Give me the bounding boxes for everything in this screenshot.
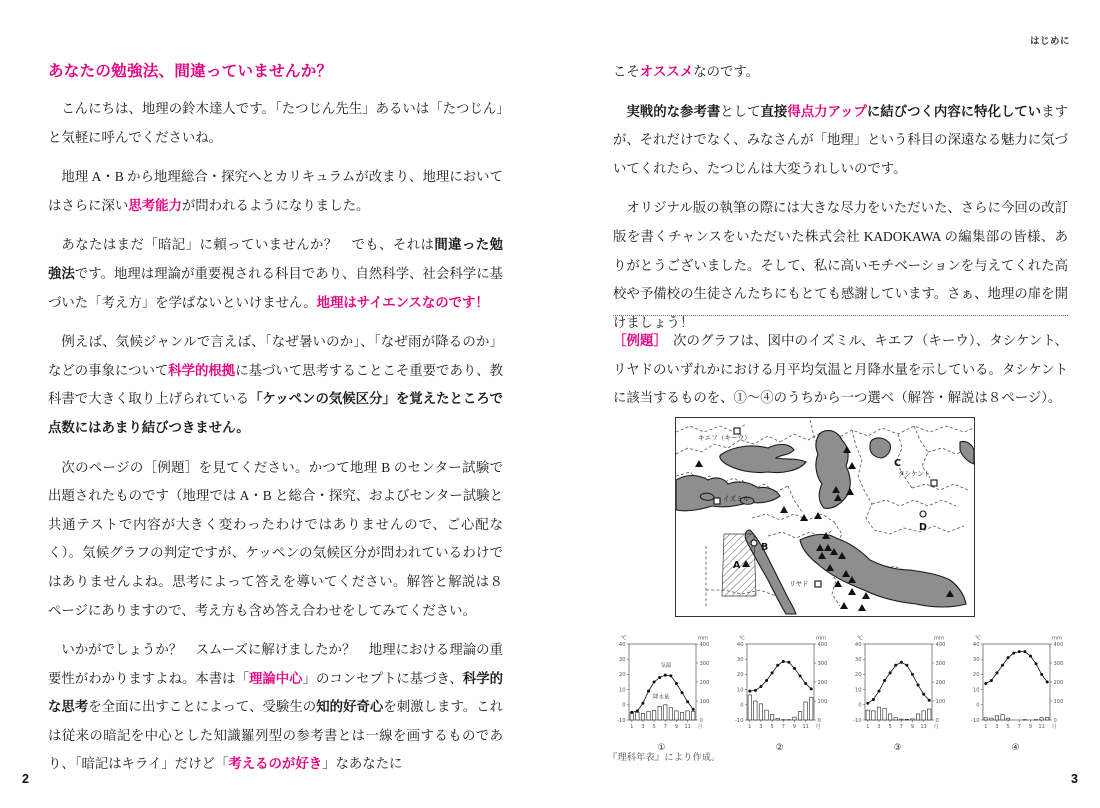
paragraph-text: なのです。 — [693, 64, 760, 79]
svg-text:9: 9 — [910, 724, 915, 730]
paragraph — [48, 636, 503, 779]
point-marker-d — [920, 511, 926, 517]
highlight-pink: 地理はサイエンスなのです！ — [316, 294, 489, 310]
svg-text:11: 11 — [1038, 724, 1045, 730]
svg-text:5: 5 — [888, 724, 892, 730]
svg-text:月: 月 — [933, 724, 939, 730]
map-label-tashkent: タシケント — [898, 470, 931, 478]
running-head: はじめに — [1029, 36, 1070, 47]
svg-text:℃: ℃ — [739, 635, 745, 642]
svg-text:40: 40 — [736, 641, 744, 648]
svg-text:300: 300 — [935, 660, 946, 667]
paragraph-text: 」なあなたに — [322, 756, 403, 772]
figure-map — [675, 417, 975, 617]
svg-text:5: 5 — [770, 724, 774, 730]
svg-text:1: 1 — [866, 724, 870, 730]
paragraph-text: 次のページの［例題］を見てください。かつて地理 B のセンター試験で出題されたものです（地理では A・B と総合・探究、およびセンター試験と共通テストで内容が大きく変わったわけではありませんので、ご心配なく）。気候グラフの判定ですが、ケッペンの気候区分が問われているわけではありませんよね。思考によって答えを導いてください。解答と解説は８ページにありますので、考え方も含め答え合わせをしてみてください。 — [48, 459, 503, 618]
emphasis-bold: 実戦的な参考書 — [626, 103, 721, 119]
paragraph-text: が問われるようになりました。 — [181, 197, 370, 213]
paragraph-text: を全面に出すことによって、受験生の — [88, 699, 317, 715]
svg-text:20: 20 — [854, 672, 862, 679]
svg-text:200: 200 — [817, 679, 828, 686]
svg-text:200: 200 — [699, 679, 710, 686]
svg-text:100: 100 — [1053, 698, 1064, 705]
paragraph-text: こそ — [613, 64, 640, 79]
svg-text:10: 10 — [618, 687, 626, 694]
paragraph — [613, 98, 1068, 184]
svg-text:5: 5 — [1006, 724, 1010, 730]
paragraph-text: ますが、それだけでなく、みなさんが「地理」という科目の深遠なる魅力に気づいてくれたら、たつじんは大変うれしいのです。 — [613, 103, 1069, 176]
paragraph — [48, 95, 503, 152]
svg-text:20: 20 — [972, 672, 980, 679]
emphasis-bold: 「ケッペンの気候区分」を覚えたところで点数にはあまり結びつきません。 — [48, 391, 503, 435]
page-title: あなたの勉強法、間違っていませんか？ — [48, 62, 333, 80]
svg-text:3: 3 — [641, 724, 645, 730]
paragraph-text: こんにちは、地理の鈴木達人です。「たつじん先生」あるいは「たつじん」と気軽に呼んでくださいね。 — [48, 101, 503, 145]
city-marker-izmir — [714, 498, 720, 504]
svg-text:40: 40 — [618, 641, 626, 648]
svg-text:-10: -10 — [971, 717, 980, 724]
svg-text:7: 7 — [1017, 724, 1021, 730]
svg-text:30: 30 — [854, 657, 862, 663]
map-label-d: D — [919, 522, 927, 533]
svg-text:300: 300 — [1053, 660, 1064, 667]
climograph-4 — [959, 630, 1072, 752]
highlight-pink: 科学的根拠 — [168, 362, 236, 378]
svg-text:40: 40 — [854, 641, 862, 648]
map-label-izmir: イズミル — [723, 495, 750, 503]
svg-text:0: 0 — [976, 702, 980, 709]
svg-text:9: 9 — [1028, 724, 1033, 730]
svg-text:3: 3 — [995, 724, 999, 730]
paragraph-text: に基づいて思考することこそ重要であり、教科書で大きく取り上げられている — [48, 362, 504, 407]
paragraph-text: として — [720, 103, 761, 119]
highlight-pink: 考えるのが好き — [228, 756, 323, 772]
svg-text:月: 月 — [1051, 724, 1057, 730]
paragraph — [613, 58, 1068, 87]
svg-text:mm: mm — [934, 635, 945, 642]
svg-text:7: 7 — [663, 724, 667, 730]
svg-text:mm: mm — [1052, 635, 1063, 642]
highlight-pink: オススメ — [639, 64, 694, 79]
svg-text:200: 200 — [1053, 679, 1064, 686]
highlight-pink: 理論中心 — [248, 670, 303, 686]
paragraph — [48, 328, 503, 442]
example-body: 次のグラフは、図中のイズミル、キエフ（キーウ）、タシケント、リヤドのいずれかにおける月平均気温と月降水量を示している。タシケントに該当するものを、①〜④のうちから一つ選べ（解答・解説は８ページ）。 — [613, 333, 1069, 406]
svg-text:-10: -10 — [853, 717, 862, 724]
climograph-3 — [841, 630, 954, 752]
paragraph-text: 例えば、気候ジャンルで言えば、「なぜ暑いのか」、「なぜ雨が降るのか」などの事象について — [48, 334, 503, 378]
svg-text:30: 30 — [736, 657, 744, 663]
page-number-left: 2 — [22, 772, 29, 786]
svg-text:200: 200 — [935, 679, 946, 686]
figure-climographs — [605, 630, 1075, 752]
climograph-caption: ② — [775, 743, 784, 753]
svg-text:40: 40 — [972, 641, 980, 648]
city-marker-riyadh — [815, 581, 821, 587]
svg-text:mm: mm — [698, 635, 709, 642]
paragraph — [48, 454, 503, 626]
emphasis-bold: 知的好奇心 — [316, 699, 384, 715]
map-svg — [676, 418, 974, 616]
map-label-a: A — [733, 560, 741, 571]
example-problem — [613, 327, 1068, 413]
emphasis-bold: 間違った勉強法 — [48, 237, 504, 281]
climograph-2 — [723, 630, 836, 752]
svg-text:100: 100 — [935, 698, 946, 705]
svg-text:20: 20 — [736, 672, 744, 679]
svg-text:11: 11 — [802, 724, 809, 730]
svg-text:7: 7 — [899, 724, 903, 730]
svg-text:300: 300 — [699, 660, 710, 667]
svg-text:100: 100 — [817, 698, 828, 705]
climograph-svg — [959, 630, 1072, 752]
svg-text:0: 0 — [1053, 717, 1057, 724]
map-label-b: B — [761, 542, 769, 553]
highlight-pink: 得点力アップ — [787, 103, 867, 119]
svg-text:0: 0 — [858, 702, 862, 709]
svg-text:9: 9 — [674, 724, 679, 730]
paragraph-text: あなたはまだ「暗記」に頼っていませんか？ でも、それは — [61, 237, 435, 253]
svg-text:℃: ℃ — [857, 635, 863, 642]
svg-text:0: 0 — [935, 717, 939, 724]
svg-text:0: 0 — [699, 717, 703, 724]
svg-text:7: 7 — [781, 724, 785, 730]
svg-text:0: 0 — [817, 717, 821, 724]
svg-text:10: 10 — [854, 687, 862, 694]
paragraph-text: を刺激します。これは従来の暗記を中心とした知識羅列型の参考書とは一線を画するものであり、「暗記はキライ」だけど「 — [48, 699, 504, 772]
map-label-riyadh: リヤド — [789, 580, 809, 588]
point-marker-b — [751, 540, 757, 546]
svg-text:400: 400 — [1053, 641, 1064, 648]
climograph-caption: ④ — [1011, 743, 1020, 753]
climograph-svg — [841, 630, 954, 752]
climograph-1 — [605, 630, 718, 752]
map-label-c: C — [894, 458, 901, 469]
paragraph-text: 」のコンセプトに基づき、 — [302, 670, 463, 686]
svg-text:月: 月 — [697, 724, 703, 730]
svg-text:30: 30 — [618, 657, 626, 663]
right-column-text — [613, 58, 1068, 337]
svg-text:0: 0 — [740, 702, 744, 709]
emphasis-bold: に結びつく内容に特化してい — [866, 103, 1042, 119]
svg-text:100: 100 — [699, 698, 710, 705]
svg-text:1: 1 — [748, 724, 752, 730]
paragraph-text: です。地理は理論が重要視される科目であり、自然科学、社会科学に基づいた「考え方」を学ばないといけません。 — [48, 265, 504, 310]
svg-text:月: 月 — [815, 724, 821, 730]
svg-text:9: 9 — [792, 724, 797, 730]
svg-text:-10: -10 — [735, 717, 744, 724]
emphasis-bold: 直接 — [760, 103, 788, 119]
highlight-pink: 思考能力 — [128, 197, 182, 213]
climograph-svg — [605, 630, 718, 752]
paragraph — [48, 163, 503, 220]
svg-text:1: 1 — [984, 724, 988, 730]
climograph-caption: ③ — [893, 743, 902, 753]
svg-text:0: 0 — [622, 702, 626, 709]
city-marker-tashkent — [931, 480, 937, 486]
svg-text:降水量: 降水量 — [653, 694, 670, 701]
svg-text:℃: ℃ — [621, 635, 627, 642]
svg-text:11: 11 — [920, 724, 927, 730]
svg-text:30: 30 — [972, 657, 980, 663]
svg-text:11: 11 — [684, 724, 691, 730]
svg-text:1: 1 — [630, 724, 634, 730]
emphasis-bold: 科学的な思考 — [48, 670, 504, 715]
svg-text:20: 20 — [618, 672, 626, 679]
svg-text:mm: mm — [816, 635, 827, 642]
svg-text:3: 3 — [759, 724, 763, 730]
svg-text:300: 300 — [817, 660, 828, 667]
climograph-svg — [723, 630, 836, 752]
svg-text:10: 10 — [972, 687, 980, 694]
paragraph-text: オリジナル版の執筆の際には大きな尽力をいただいた、さらに今回の改訂版を書くチャンスをいただいた株式会社 KADOKAWA の編集部の皆様、ありがとうございました。そして、私に高いモチベーションを与えてくれた高校や予備校の生徒さんたちにもとても感謝しています。さぁ、地理の扉を開けましょう！ — [613, 200, 1068, 330]
paragraph-text: 地理 A・B から地理総合・探究へとカリキュラムが改まり、地理においてはさらに深い — [48, 169, 503, 213]
page-number-right: 3 — [1071, 772, 1078, 786]
map-label-kyiv: キエフ（キーウ） — [698, 434, 751, 442]
figure-source-note: 『理科年表』により作成。 — [608, 752, 721, 762]
paragraph-text: いかがでしょうか？ スムーズに解けましたか？ 地理における理論の重要性がわかりますよね。本書は「 — [48, 642, 503, 686]
section-divider — [613, 315, 1068, 316]
svg-text:3: 3 — [877, 724, 881, 730]
example-tag: ［例題］ — [613, 333, 668, 348]
svg-text:気温: 気温 — [660, 662, 672, 669]
svg-text:10: 10 — [736, 687, 744, 694]
left-column-text — [48, 60, 503, 779]
svg-text:5: 5 — [652, 724, 656, 730]
climograph-caption: ① — [657, 743, 666, 753]
svg-text:400: 400 — [935, 641, 946, 648]
svg-text:℃: ℃ — [975, 635, 981, 642]
svg-text:400: 400 — [699, 641, 710, 648]
svg-text:400: 400 — [817, 641, 828, 648]
paragraph — [48, 231, 503, 317]
svg-text:-10: -10 — [617, 717, 626, 724]
